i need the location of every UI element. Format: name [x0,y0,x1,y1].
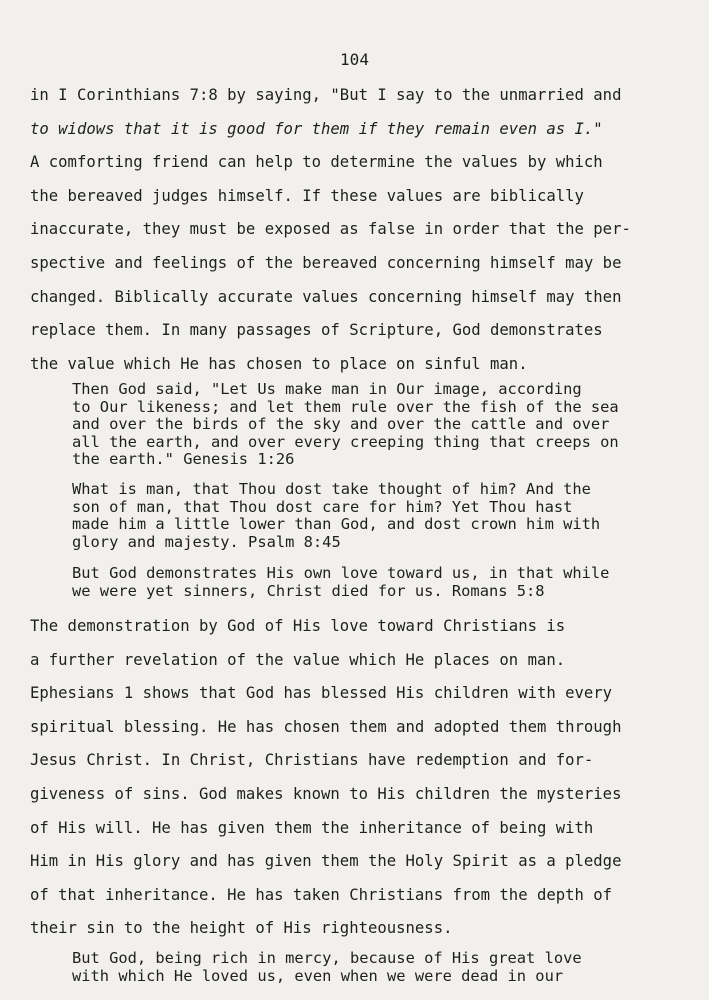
page-number: 104 [340,50,369,69]
quote-line: son of man, that Thou dost care for him? Yet Thou hast [72,497,573,516]
text-line: inaccurate, they must be exposed as false in order that the per- [30,220,631,239]
quote-line: with which He loved us, even when we were dead in our [72,966,564,985]
text-line: giveness of sins. God makes known to His children the mysteries [30,784,622,803]
text-line: a further revelation of the value which He places on man. [30,650,566,669]
quote-genesis [72,381,682,469]
text-line: to widows that it is good for them if they remain even as I." [30,119,603,138]
text-line: Him in His glory and has given them the Holy Spirit as a pledge [30,852,622,871]
text-line: spective and feelings of the bereaved concerning himself may be [30,253,622,272]
text-line: of that inheritance. He has taken Christians from the depth of [30,885,613,904]
quote-line: the earth." Genesis 1:26 [72,450,295,468]
quote-psalm [72,481,682,551]
text-line: Jesus Christ. In Christ, Christians have redemption and for- [30,751,594,770]
quote-line: What is man, that Thou dost take thought of him? And the [72,480,591,498]
text-line: the bereaved judges himself. If these values are biblically [30,186,584,205]
quote-line: to Our likeness; and let them rule over the fish of the sea [72,397,619,416]
quote-romans [72,565,682,600]
quote-line: and over the birds of the sky and over the cattle and over [72,415,610,433]
quote-line: glory and majesty. Psalm 8:45 [72,532,341,551]
text-line: their sin to the height of His righteousness. [30,919,453,938]
quote-line: Then God said, "Let Us make man in Our image, according [72,380,582,398]
quote-line: But God demonstrates His own love toward us, in that while [72,564,610,582]
paragraph-opening [30,79,680,381]
text-line: Ephesians 1 shows that God has blessed His children with every [30,684,613,703]
text-line: A comforting friend can help to determine the values by which [30,153,603,172]
text-line: replace them. In many passages of Scripture, God demonstrates [30,321,603,340]
text-line: spiritual blessing. He has chosen them and adopted them through [30,717,622,736]
quote-line: we were yet sinners, Christ died for us. Romans 5:8 [72,581,545,600]
text-line: of His will. He has given them the inheritance of being with [30,818,594,837]
text-line: the value which He has chosen to place on sinful man. [30,354,528,373]
quote-line: But God, being rich in mercy, because of His great love [72,949,582,967]
quote-line: all the earth, and over every creeping thing that creeps on [72,432,619,451]
text-line: The demonstration by God of His love toward Christians is [30,617,566,635]
paragraph-demonstration [30,610,680,946]
quote-line: made him a little lower than God, and dost crown him with [72,515,601,533]
text-line: changed. Biblically accurate values concerning himself may then [30,287,622,306]
text-line: in I Corinthians 7:8 by saying, "But I say to the unmarried and [30,86,622,104]
quote-ephesians [72,950,682,985]
